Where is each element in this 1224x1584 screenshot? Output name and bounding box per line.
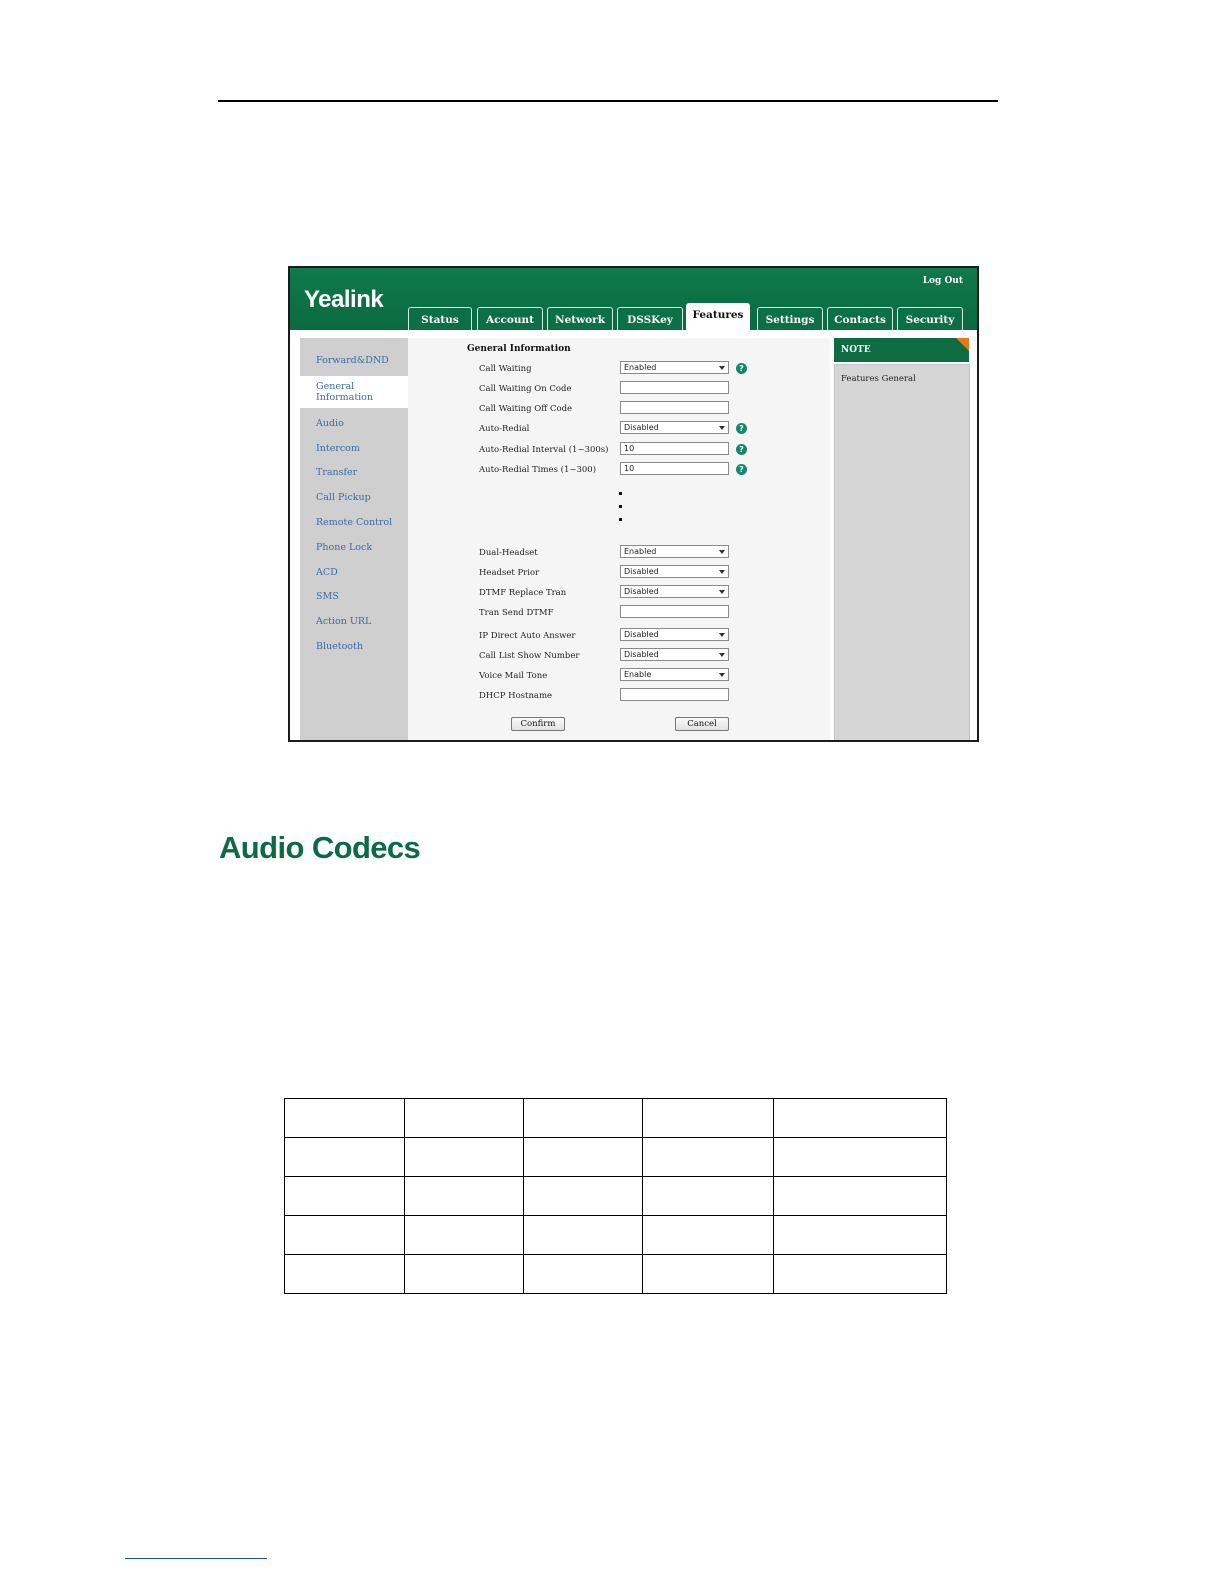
tab-features[interactable]: Features (686, 303, 750, 330)
chevron-down-icon (719, 570, 725, 574)
input-auto-redial-times[interactable]: 10 (620, 462, 729, 475)
sidebar-item-remote-control[interactable]: Remote Control (316, 517, 393, 528)
select-value: Enable (624, 670, 652, 679)
table-row (285, 1177, 947, 1216)
table-cell (643, 1138, 774, 1177)
select-value: Disabled (624, 567, 659, 576)
tab-network[interactable]: Network (547, 307, 613, 330)
confirm-button[interactable]: Confirm (511, 717, 565, 731)
select-value: Enabled (624, 547, 657, 556)
table-cell (524, 1099, 643, 1138)
table-cell (524, 1138, 643, 1177)
select-call-list-show-number[interactable] (620, 648, 729, 661)
note-text: Features General (841, 374, 916, 384)
select-value: Disabled (624, 650, 659, 659)
cancel-button[interactable]: Cancel (675, 717, 729, 731)
select-value: Disabled (624, 423, 659, 432)
chevron-down-icon (719, 633, 725, 637)
help-icon[interactable]: ? (736, 464, 747, 475)
table-cell (285, 1255, 405, 1294)
yealink-logo: Yealink (304, 286, 384, 313)
label-call-waiting-off-code: Call Waiting Off Code (479, 404, 573, 414)
input-dhcp-hostname[interactable] (620, 688, 729, 701)
table-cell (285, 1138, 405, 1177)
label-call-waiting-on-code: Call Waiting On Code (479, 384, 572, 394)
table-cell (285, 1177, 405, 1216)
sidebar-item-acd[interactable]: ACD (316, 567, 338, 578)
chevron-down-icon (719, 653, 725, 657)
label-voice-mail-tone: Voice Mail Tone (479, 671, 548, 681)
label-ip-direct-auto-answer: IP Direct Auto Answer (479, 631, 576, 641)
section-heading: Audio Codecs (219, 830, 421, 865)
select-value: Disabled (624, 587, 659, 596)
select-headset-prior[interactable] (620, 565, 729, 578)
table-cell (405, 1216, 524, 1255)
webui-header (290, 268, 977, 330)
settings-panel (408, 338, 830, 740)
help-icon[interactable]: ? (736, 363, 747, 374)
input-call-waiting-off-code[interactable] (620, 401, 729, 414)
table-row (285, 1099, 947, 1138)
ellipsis-dot (619, 518, 622, 521)
tab-status[interactable]: Status (408, 307, 472, 330)
label-dtmf-replace-tran: DTMF Replace Tran (479, 588, 567, 598)
table-cell (774, 1099, 947, 1138)
select-auto-redial[interactable] (620, 421, 729, 434)
note-panel (834, 364, 970, 741)
sidebar-item-phone-lock[interactable]: Phone Lock (316, 542, 373, 553)
table-row (285, 1138, 947, 1177)
table-cell (774, 1138, 947, 1177)
table-cell (405, 1255, 524, 1294)
table-cell (285, 1216, 405, 1255)
label-headset-prior: Headset Prior (479, 568, 540, 578)
tab-account[interactable]: Account (477, 307, 543, 330)
label-dhcp-hostname: DHCP Hostname (479, 691, 553, 701)
table-cell (524, 1177, 643, 1216)
table-cell (643, 1255, 774, 1294)
input-tran-send-dtmf[interactable] (620, 605, 729, 618)
sidebar-item-intercom[interactable]: Intercom (316, 443, 360, 454)
table-cell (285, 1099, 405, 1138)
sidebar-item-bluetooth[interactable]: Bluetooth (316, 641, 363, 652)
label-auto-redial: Auto-Redial (479, 424, 530, 434)
table-cell (643, 1177, 774, 1216)
table-cell (524, 1216, 643, 1255)
label-auto-redial-interval: Auto-Redial Interval (1~300s) (479, 445, 609, 455)
tab-contacts[interactable]: Contacts (827, 307, 893, 330)
ellipsis-dot (619, 505, 622, 508)
table-cell (774, 1177, 947, 1216)
note-title: NOTE (841, 345, 871, 355)
sidebar-item-action-url[interactable]: Action URL (316, 616, 372, 627)
note-corner-fold (956, 338, 969, 351)
table-cell (405, 1177, 524, 1216)
input-call-waiting-on-code[interactable] (620, 381, 729, 394)
section-title: General Information (467, 344, 571, 354)
table-cell (405, 1138, 524, 1177)
select-dual-headset[interactable] (620, 545, 729, 558)
chevron-down-icon (719, 590, 725, 594)
sidebar-item-general-information[interactable]: General Information (316, 381, 374, 403)
web-ui-screenshot (288, 266, 979, 742)
chevron-down-icon (719, 366, 725, 370)
table-row (285, 1216, 947, 1255)
select-voice-mail-tone[interactable] (620, 668, 729, 681)
select-call-waiting[interactable] (620, 361, 729, 374)
table-cell (643, 1216, 774, 1255)
chevron-down-icon (719, 426, 725, 430)
select-dtmf-replace-tran[interactable] (620, 585, 729, 598)
label-call-list-show-number: Call List Show Number (479, 651, 580, 661)
table-cell (643, 1099, 774, 1138)
input-auto-redial-interval[interactable]: 10 (620, 442, 729, 455)
table-row (285, 1255, 947, 1294)
sidebar-item-audio[interactable]: Audio (316, 418, 344, 429)
chevron-down-icon (719, 550, 725, 554)
table-cell (405, 1099, 524, 1138)
sidebar-item-call-pickup[interactable]: Call Pickup (316, 492, 371, 503)
sidebar-item-transfer[interactable]: Transfer (316, 467, 358, 478)
select-value: Enabled (624, 363, 657, 372)
select-value: Disabled (624, 630, 659, 639)
codec-table (284, 1098, 947, 1294)
label-tran-send-dtmf: Tran Send DTMF (479, 608, 554, 618)
help-icon[interactable]: ? (736, 423, 747, 434)
table-cell (774, 1216, 947, 1255)
header-rule (218, 100, 998, 102)
sidebar-item-forward-dnd[interactable]: Forward&DND (316, 355, 389, 366)
logout-link[interactable]: Log Out (922, 276, 963, 286)
ellipsis-dot (619, 492, 622, 495)
tab-dsskey[interactable]: DSSKey (617, 307, 683, 330)
tab-settings[interactable]: Settings (757, 307, 823, 330)
table-cell (774, 1255, 947, 1294)
footer-link-underline (125, 1558, 267, 1559)
label-auto-redial-times: Auto-Redial Times (1~300) (479, 465, 597, 475)
chevron-down-icon (719, 673, 725, 677)
label-dual-headset: Dual-Headset (479, 548, 538, 558)
tab-security[interactable]: Security (897, 307, 963, 330)
select-ip-direct-auto-answer[interactable] (620, 628, 729, 641)
table-cell (524, 1255, 643, 1294)
label-call-waiting: Call Waiting (479, 364, 532, 374)
sidebar-item-sms[interactable]: SMS (316, 591, 339, 602)
help-icon[interactable]: ? (736, 444, 747, 455)
